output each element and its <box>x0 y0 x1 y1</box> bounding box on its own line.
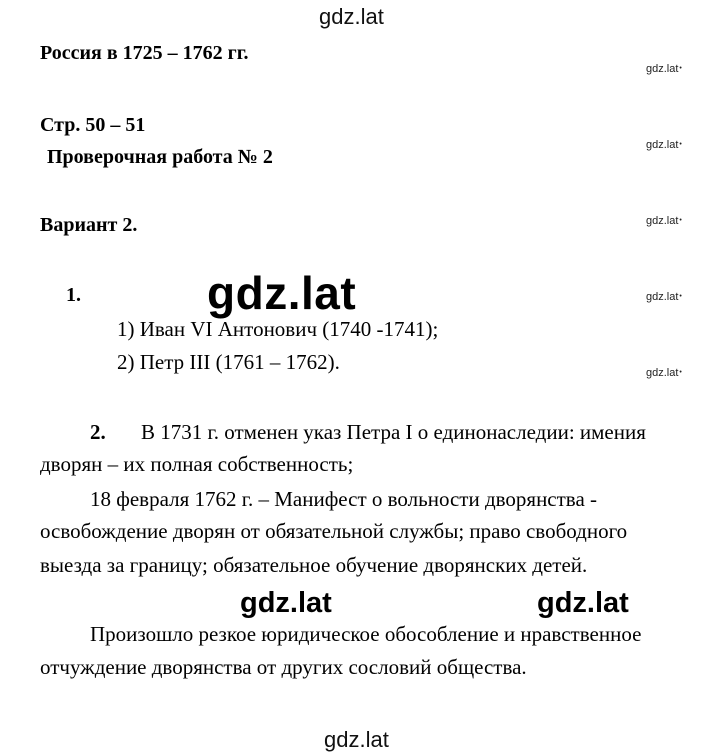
watermark-small: gdz.lat • <box>646 215 682 227</box>
task1-item: 1) Иван VI Антонович (1740 -1741); <box>117 317 439 341</box>
watermark-big: gdz.lat <box>207 267 357 319</box>
task1-number: 1. <box>66 284 81 306</box>
watermark-small: gdz.lat • <box>646 63 682 75</box>
watermark-small: gdz.lat • <box>646 291 682 303</box>
task2-line: дворян – их полная собственность; <box>40 452 354 476</box>
task1-item: 2) Петр III (1761 – 1762). <box>117 350 340 374</box>
task2-number: 2. <box>90 420 106 444</box>
task2-line: отчуждение дворянства от других сословий общества. <box>40 655 527 679</box>
topic-heading: Россия в 1725 – 1762 гг. <box>40 42 249 64</box>
work-title: Проверочная работа № 2 <box>47 146 273 168</box>
task2-line: Произошло резкое юридическое обособление и нравственное <box>90 622 642 646</box>
pages-heading: Стр. 50 – 51 <box>40 114 146 136</box>
task2-line: освобождение дворян от обязательной службы; право свободного <box>40 519 628 543</box>
watermark-small: gdz.lat • <box>646 367 682 379</box>
watermark-small: gdz.lat • <box>646 139 682 151</box>
watermark-top: gdz.lat <box>319 4 384 29</box>
task2-line: выезда за границу; обязательное обучение дворянских детей. <box>40 553 588 577</box>
task2-line: В 1731 г. отменен указ Петра I о единонаследии: имения <box>141 420 646 444</box>
watermark-mid: gdz.lat <box>537 587 629 619</box>
watermark-mid: gdz.lat <box>240 587 332 619</box>
watermark-bottom: gdz.lat <box>324 727 389 752</box>
variant-heading: Вариант 2. <box>40 214 138 236</box>
task2-line: 18 февраля 1762 г. – Манифест о вольности дворянства - <box>90 487 598 511</box>
